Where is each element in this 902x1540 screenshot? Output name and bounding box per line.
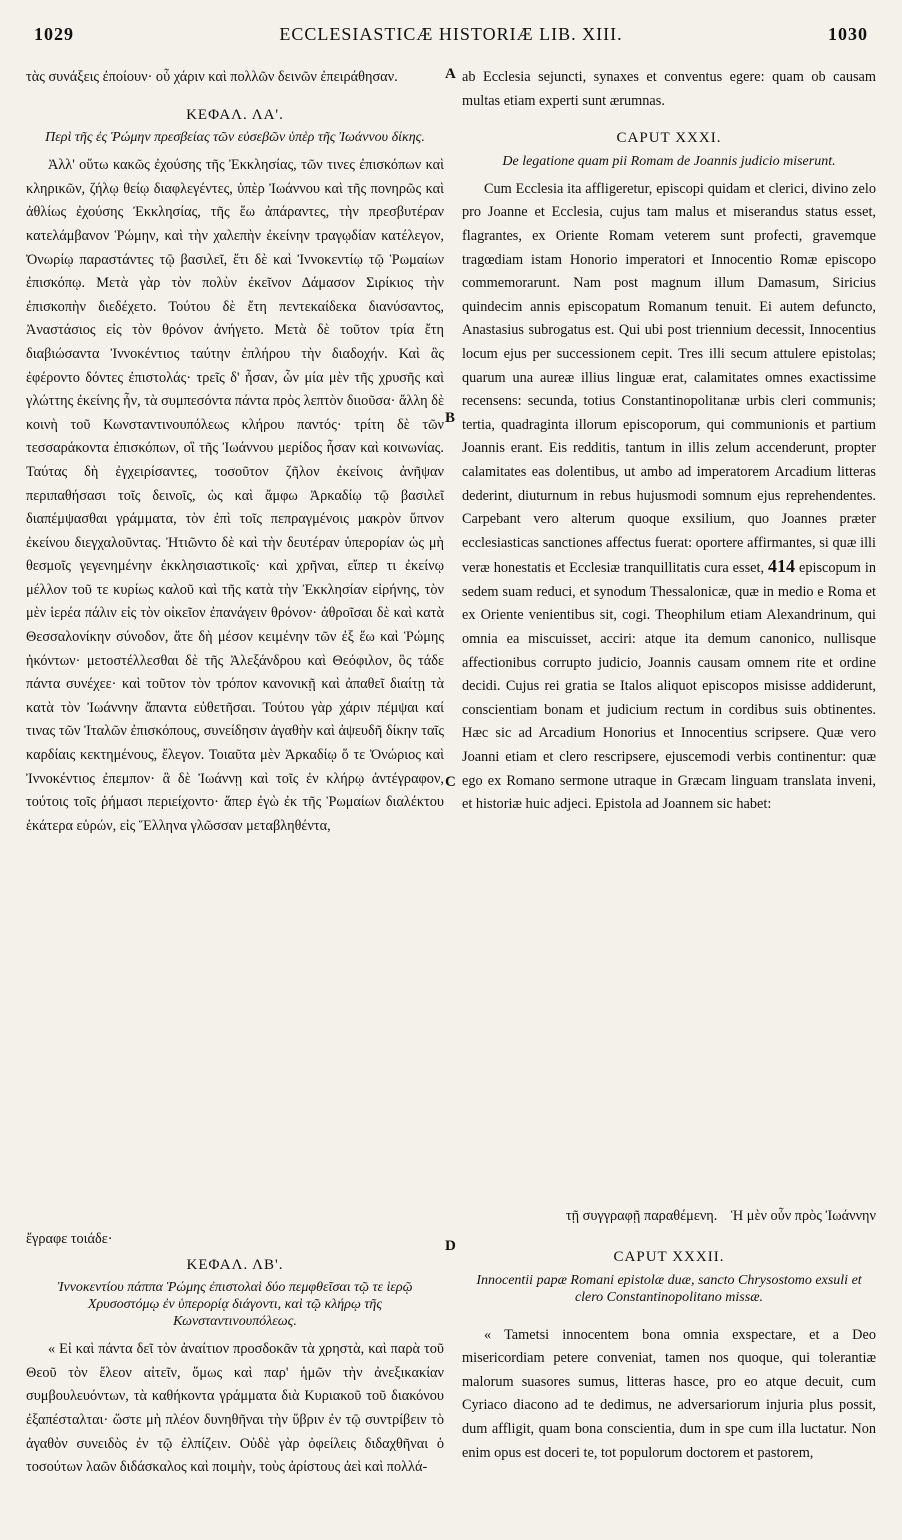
- greek-chapter-32-heading: ΚΕΦΑΛ. ΛΒ'.: [186, 1256, 284, 1273]
- latin-chapter-31-text: [462, 178, 876, 817]
- latin-chapter-32-title: Innocentii papæ Romani epistolæ duæ, sancto Chrysostomo exsuli et clero Constantinopolitano missæ.: [476, 1272, 862, 1305]
- latin-chapter-31-text-a: Cum Ecclesia ita affligeretur, episcopi quidam et clerici, divino zelo pro Joanne et Ecclesia, cujus tam malus et miserandus status esset, flagrantes, ex Oriente Romam veterem sunt profecti, gravemque tragœdiam istam Honorio imperatori et Innocentio Romæ episcopo commemorarunt. Nam post magnum illum Damasum, Siricius quindecim annis episcopatum Romanum tenuit. Ei autem defuncto, Anastasius subrogatus est. Qui ubi post triennium decessit, Innocentius locum ejus per successionem cepit. Tres illi secum attulere epistolas; quarum una aureæ illius linguæ erat, calamitates omnes exactissime recensens: secunda, totius Constantinopolitanæ urbis cleri communis; tertia, quadraginta illorum episcoporum, qui communionis et partium Joannis erant. Eis redditis, tantum in illis zelum accenderunt, propter calamitates eas dolentibus, ut ambo ad imperatorem Arcadium litteras dederint, diuturnum in rebus hujusmodi somnum ejus reprehendentes. Carpebant vero alterum quoque exsilium, quo Joannes præter ecclesiasticas sanctiones affectus fuerat: oportere affirmantes, si quæ illi veræ honestatis et Ecclesiæ tranquillitatis cura esset,: [462, 180, 876, 577]
- latin-chapter-31-title: De legatione quam pii Romam de Joannis judicio miserunt.: [502, 153, 836, 169]
- margin-marker-c: C: [445, 774, 456, 790]
- latin-chapter-32-heading: CAPUT XXXII.: [613, 1249, 725, 1265]
- latin-chapter-31-text-b: episcopum in sedem suam reduci, et synodum Thessalonicæ, quæ in medio e Roma et ex Oriente venientibus sit, cogi. Theophilum etiam Alexandrinum, qui omnia ea miscuisset, acciri: atque ita demum canonico, nullisque affectionibus corrupto judicio, Joannis causam omnem rite et ordine decidi. Cujus rei gratia se Italos aliquot episcopos misisse addiderunt, conscientiam bonam et judicium rectum in cordibus suis obtinentes. Hæc sic ad Arcadium Honorius et Innocentius scripsere. Quæ vero Joanni etiam et clero rescripsere, ejuscemodi verbis continentur: quæ ego ex Romano sermone utraque in Græcam linguam translata inveni, et historiæ huic adjeci. Epistola ad Joannem sic habet:: [462, 560, 877, 813]
- shared-line: [26, 1205, 876, 1229]
- greek-chapter-31-text: Ἀλλ' οὕτω κακῶς ἐχούσης τῆς Ἐκκλησίας, τῶν τινες ἐπισκόπων καὶ κληρικῶν, ζήλῳ θείῳ διαφλεγέντες, ὑπὲρ Ἰωάννου καὶ τῆς πονηρῶς καὶ ἀθλίως ἐχούσης Ἐκκλησίας, τῆς ἕω ἀπάραντες, τὴν πρεσβυτέραν κατελάμβανον Ῥώμην, καὶ τὴν χαλεπὴν ἐκείνην τραγῳδίαν κατέλεγον, Ὀνωρίῳ παραστάντες τῷ βασιλεῖ, ἔτι δὲ καὶ Ἰννοκεντίῳ τῷ Ῥωμαίων ἐπισκόπῳ. Μετὰ γὰρ τὸν πολὺν ἐκεῖνον Δάμασον Σιρίκιος τὴν ἐπισκοπὴν διεδέχετο. Τούτου δὲ ἔτη πεντεκαίδεκα διανύσαντος, Ἀναστάσιος εἰς τὸν θρόνον ἀνήγετο. Μετὰ δὲ τοῦτον τρία ἔτη διαβιώσαντα Ἰννοκέντιος ταύτην ἐπλήρου τὴν διαδοχήν. Καὶ ἃς ἐφέροντο δόντες ἐπιστολάς· τρεῖς δ' ἦσαν, ὧν μία μὲν τῆς χρυσῆς καὶ γλώττης ἐκείνης ἦν, τὰ συμπεσόντα πάντα πρὸς λεπτὸν διιοῦσα· ἄλλη δὲ κοινὴ τοῦ Κωνσταντινουπόλεως κλήρου παντός· τρίτη δὲ τῶν τεσσαράκοντα ἐπισκόπων, οἳ τῆς Ἰωάννου μερίδος ἦσαν καὶ κοινωνίας. Ταύτας δὴ ἐγχειρίσαντες, τοσοῦτον ζῆλον ἐκείνοις ἀνῆψαν περιπαθήσασι τοῖς δεινοῖς, ὡς καὶ ἄμφω Ἀρκαδίῳ τῷ βασιλεῖ διαπέμψασθαι γράμματα, τὸν ἐπὶ τοῖς πεπραγμένοις μακρὸν ὕπνον ἐκείνου διεγχαλοῦντας. Ἠτιῶντο δὲ καὶ τὴν δευτέραν ὑπερορίαν ὡς μὴ θεσμοῖς γεγενημένην ἐκκλησιαστικοῖς· καὶ χρῆναι, εἴπερ τι ἐκείνῳ μέλλον τοῦ τε κυρίως καλοῦ καὶ τῆς κατὰ τὴν Ἐκκλησίαν εἰρήνης, τὸν μὲν ἱερέα πάλιν εἰς τὸν οἰκεῖον ἐπανάγειν θρόνον· ἀθροῖσαι δὲ καὶ κατὰ Θεσσαλονίκην σύνοδον, ἅτε δὴ μέσον κειμένην τῶν ἐξ ἕω καὶ Ῥώμης ἡκόντων· μετοστέλλεσθαι δὲ τῆς Ἀλεξάνδρου καὶ Θεόφιλον, ὃς τάδε πάντα συνέχεε· καὶ τοῦτον τὸν τρόπον κανονικῇ καὶ ἀπαθεῖ διαίτῃ τὰ κατὰ τὸν Ἰωάννην ἅπαντα εὐθετῆσαι. Τούτου γὰρ χάριν πέμψαι καί τινας τῶν Ἰταλῶν ἐπισκόπους, συνείδησιν ἀγαθὴν καὶ ἀψευδῆ δίκην ταῖς καρδίαις κεκτημένους, ἔλεγον. Τοιαῦτα μὲν Ἀρκαδίῳ ὅ τε Ὀνώριος καὶ Ἰννοκέντιος ἐπεμπον· ἃ δὲ Ἰωάννῃ καὶ τοῖς ἐν κλήρῳ ἀντέγραφον, τούτοις τοῖς ῥήμασι περιείχοντο· ἅπερ ἐγὼ ἐκ τῆς Ῥωμαίων διαλέκτου ἑκάτερα εὑρών, εἰς Ἕλληνα γλῶσσαν μεταβληθέντα,: [26, 157, 444, 834]
- margin-marker-b: B: [445, 410, 456, 426]
- shared-line-right: Ἡ μὲν οὖν πρὸς Ἰωάννην: [730, 1208, 876, 1224]
- greek-lower-block: [26, 1228, 444, 1540]
- running-title: ECCLESIASTICÆ HISTORIÆ LIB. XIII.: [279, 23, 623, 44]
- latin-intro: ab Ecclesia sejuncti, synaxes et conventus egere: quam ob causam multas etiam experti sunt ærumnas.: [462, 69, 876, 109]
- shared-line-left: τῇ συγγραφῇ παραθέμενη.: [565, 1208, 718, 1224]
- spacer: [462, 1314, 876, 1324]
- right-page-number: 1030: [827, 23, 868, 44]
- greek-intro: τὰς συνάξεις ἐποίουν· οὗ χάριν καὶ πολλῶν δεινῶν ἐπειράθησαν.: [26, 69, 398, 85]
- page-header: [34, 14, 868, 54]
- margin-marker-a: A: [445, 66, 456, 82]
- latin-chapter-31-heading: CAPUT XXXI.: [616, 130, 722, 147]
- page-mark: 414: [768, 556, 796, 577]
- left-page-number: 1029: [34, 23, 74, 44]
- greek-chapter-31-heading: ΚΕΦΑΛ. ΛΑ'.: [186, 106, 284, 123]
- greek-chapter-31-title: Περὶ τῆς ἐς Ῥώμην πρεσβείας τῶν εὐσεβῶν ὑπὲρ τῆς Ἰωάννου δίκης.: [45, 130, 425, 146]
- greek-chapter-31-end: ἔγραφε τοιάδε·: [26, 1231, 113, 1247]
- greek-chapter-32-text: « Εἰ καὶ πάντα δεῖ τὸν ἀναίτιον προσδοκᾶν τὰ χρηστὰ, καὶ παρὰ τοῦ Θεοῦ τὸν ἔλεον αἰτεῖν, ὅμως καὶ παρ' ἡμῶν τὴν ἀνεξικακίαν συμβουλευόντων, τὰ καθήκοντα γράμματα διὰ Κυριακοῦ τοῦ διακόνου ἐξαπέσταλται· ὥστε μὴ πλέον δυνηθῆναι τὴν ὕβριν ἐν τῷ συντρίβειν τὸ ἀγαθὸν συνειδὸς ἐν τῷ ἐλπίζειν. Οὐδὲ γὰρ ὀφείλεις διδαχθῆναι ὁ τοσούτων λαῶν διδάσκαλος καὶ ποιμὴν, τοὺς ἀρίστους ἀεὶ καὶ πολλά-: [26, 1341, 444, 1476]
- greek-chapter-32-title: Ἰννοκεντίου πάππα Ῥώμης ἐπιστολαὶ δύο πεμφθεῖσαι τῷ τε ἱερῷ Χρυσοστόμῳ ἐν ὑπερορίᾳ διάγοντι, καὶ τῷ κλήρῳ τῆς Κωνσταντινουπόλεως.: [57, 1280, 413, 1330]
- margin-marker-d: D: [445, 1238, 456, 1254]
- latin-chapter-32-text: « Tametsi innocentem bona omnia exspectare, et a Deo misericordiam petere conveniat, tamen nos quoque, qui tolerantiæ malorum suasores sumus, litteras hasce, pro eo atque decuit, cum Cyriaco diacono ad te dedimus, ne adversariorum injuria plus possit, dum affligit, quam bona conscientia, dum in spe cum illa luctatur. Non enim opus est doceri te, tot populorum doctorem et pastorem,: [462, 1326, 876, 1461]
- latin-lower-block: [462, 1240, 876, 1540]
